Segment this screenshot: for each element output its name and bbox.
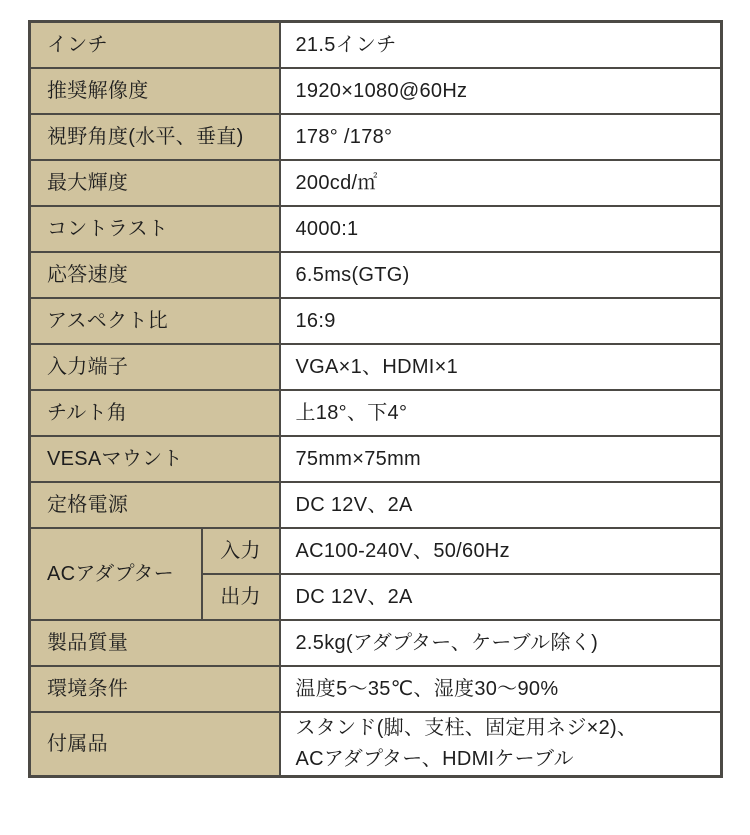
table-row-ac-adapter-input bbox=[30, 528, 722, 574]
spec-value: 2.5kg(アダプター、ケーブル除く) bbox=[280, 620, 722, 666]
spec-label: 付属品 bbox=[30, 712, 280, 777]
spec-label: 入力端子 bbox=[30, 344, 280, 390]
spec-sublabel-output: 出力 bbox=[202, 574, 280, 620]
spec-value: 上18°、下4° bbox=[280, 390, 722, 436]
accessories-value bbox=[296, 713, 713, 775]
spec-value: AC100-240V、50/60Hz bbox=[280, 528, 722, 574]
table-row-vesa-mount bbox=[30, 436, 722, 482]
table-row-input-ports bbox=[30, 344, 722, 390]
spec-label: 製品質量 bbox=[30, 620, 280, 666]
spec-value: 温度5〜35℃、湿度30〜90% bbox=[280, 666, 722, 712]
spec-label: 定格電源 bbox=[30, 482, 280, 528]
spec-label: アスペクト比 bbox=[30, 298, 280, 344]
spec-value: DC 12V、2A bbox=[280, 574, 722, 620]
spec-value: 16:9 bbox=[280, 298, 722, 344]
table-row-inch bbox=[30, 22, 722, 69]
spec-table bbox=[28, 20, 723, 778]
accessories-line-1: スタンド(脚、支柱、固定用ネジ×2)、 bbox=[295, 717, 638, 739]
spec-label-ac-adapter: ACアダプター bbox=[30, 528, 202, 620]
table-row-tilt-angle bbox=[30, 390, 722, 436]
spec-sublabel-input: 入力 bbox=[202, 528, 280, 574]
spec-value: 200cd/㎡ bbox=[280, 160, 722, 206]
spec-label: 視野角度(水平、垂直) bbox=[30, 114, 280, 160]
accessories-line-2: ACアダプター、HDMIケーブル bbox=[295, 748, 574, 770]
spec-label: コントラスト bbox=[30, 206, 280, 252]
spec-label: 応答速度 bbox=[30, 252, 280, 298]
spec-value: 1920×1080@60Hz bbox=[280, 68, 722, 114]
spec-value: 4000:1 bbox=[280, 206, 722, 252]
table-row-resolution bbox=[30, 68, 722, 114]
spec-value: 21.5インチ bbox=[280, 22, 722, 69]
table-row-accessories bbox=[30, 712, 722, 777]
spec-label: 最大輝度 bbox=[30, 160, 280, 206]
table-row-response-time bbox=[30, 252, 722, 298]
spec-value: 6.5ms(GTG) bbox=[280, 252, 722, 298]
spec-value: 178° /178° bbox=[280, 114, 722, 160]
table-row-rated-power bbox=[30, 482, 722, 528]
spec-value: 75mm×75mm bbox=[280, 436, 722, 482]
table-row-aspect-ratio bbox=[30, 298, 722, 344]
table-row-weight bbox=[30, 620, 722, 666]
spec-value bbox=[280, 712, 722, 777]
spec-label: 推奨解像度 bbox=[30, 68, 280, 114]
spec-label: インチ bbox=[30, 22, 280, 69]
spec-label: VESAマウント bbox=[30, 436, 280, 482]
spec-value: VGA×1、HDMI×1 bbox=[280, 344, 722, 390]
table-row-contrast bbox=[30, 206, 722, 252]
spec-value: DC 12V、2A bbox=[280, 482, 722, 528]
spec-label: チルト角 bbox=[30, 390, 280, 436]
spec-label: 環境条件 bbox=[30, 666, 280, 712]
table-row-viewing-angle bbox=[30, 114, 722, 160]
table-row-brightness bbox=[30, 160, 722, 206]
table-row-environment bbox=[30, 666, 722, 712]
